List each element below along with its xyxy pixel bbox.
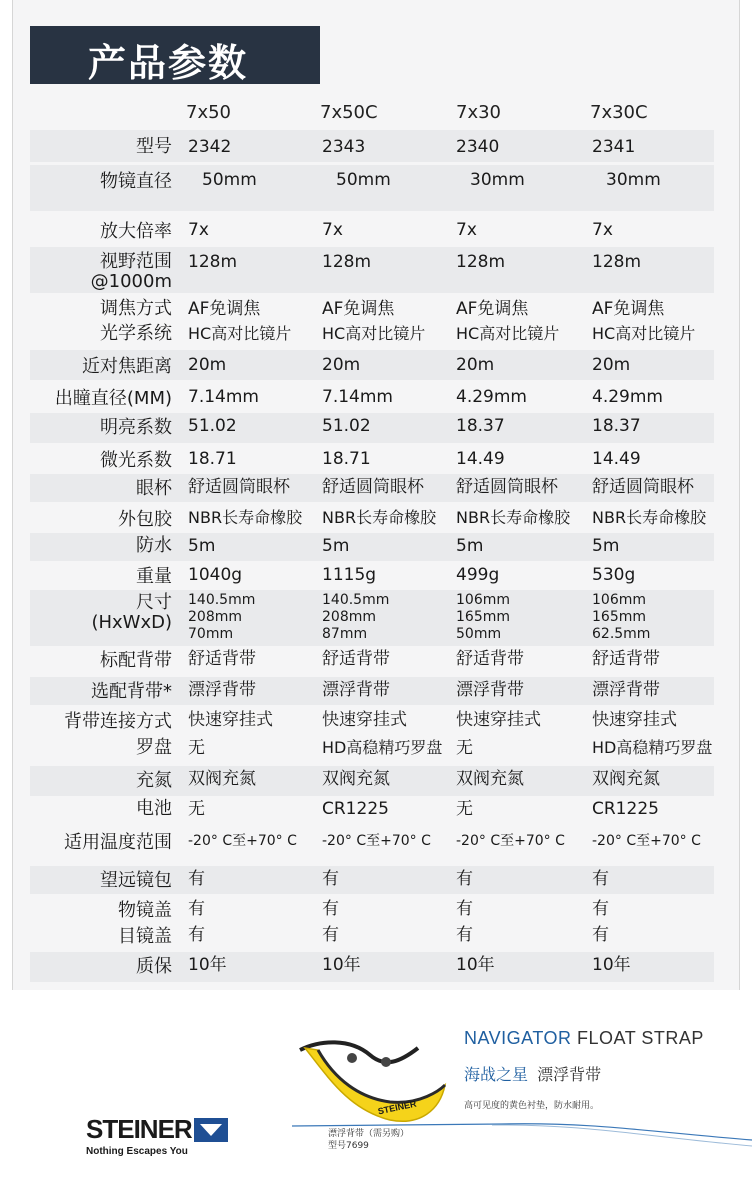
row-label-secondary: (HxWxD) <box>91 612 172 633</box>
spec-value: 7x <box>592 220 613 240</box>
row-label: 目镜盖 <box>118 926 172 947</box>
table-row <box>30 896 714 922</box>
row-label-cell <box>30 130 172 162</box>
row-label-cell <box>30 444 172 474</box>
spec-value: 漂浮背带 <box>456 680 524 700</box>
spec-value: 漂浮背带 <box>322 680 390 700</box>
strap-cn-name: 海战之星 <box>464 1065 529 1084</box>
spec-value: 10年 <box>592 955 631 975</box>
dimension-value: 165mm <box>456 609 510 625</box>
table-row <box>30 646 714 674</box>
row-label-cell <box>30 590 172 646</box>
dimension-cell <box>322 592 389 643</box>
row-label-cell <box>30 766 172 796</box>
spec-value: 2343 <box>322 137 366 157</box>
spec-value: 51.02 <box>188 416 237 436</box>
spec-value: 5m <box>592 536 620 556</box>
strap-description: 高可见度的黄色衬垫，防水耐用。 <box>464 1101 600 1111</box>
spec-value: 10年 <box>322 955 361 975</box>
spec-value: 10年 <box>188 955 227 975</box>
table-row <box>30 505 714 533</box>
spec-value: 舒适背带 <box>592 649 660 669</box>
row-label: 适用温度范围 <box>64 832 172 853</box>
page-title: 产品参数 <box>88 41 249 85</box>
row-label: 电池 <box>136 798 172 819</box>
table-row <box>30 590 714 646</box>
row-label: 尺寸 <box>136 592 172 613</box>
spec-value: 快速穿挂式 <box>592 710 677 730</box>
spec-value: NBR长寿命橡胶 <box>322 508 437 527</box>
row-label-cell <box>30 646 172 674</box>
table-row <box>30 321 714 347</box>
spec-value: 18.37 <box>456 416 505 436</box>
row-label: 微光系数 <box>100 450 172 471</box>
row-label-cell <box>30 213 172 245</box>
spec-value: 舒适圆筒眼杯 <box>188 477 290 497</box>
spec-value: -20° C至+70° C <box>322 833 431 849</box>
spec-value: NBR长寿命橡胶 <box>188 508 303 527</box>
spec-value: 舒适圆筒眼杯 <box>322 477 424 497</box>
dimension-value: 62.5mm <box>592 626 651 642</box>
row-label-cell <box>30 952 172 982</box>
brand-logo <box>86 1114 228 1157</box>
spec-value: HC高对比镜片 <box>188 324 292 343</box>
row-label: 外包胶 <box>118 509 172 530</box>
row-label: 质保 <box>136 956 172 977</box>
strap-cn-title <box>464 1062 601 1085</box>
row-label-cell <box>30 165 172 211</box>
row-label: 物镜直径 <box>100 171 172 192</box>
spec-value: 有 <box>188 899 205 919</box>
spec-value: 128m <box>592 252 642 272</box>
spec-value: HD高稳精巧罗盘 <box>322 738 443 757</box>
table-row <box>30 922 714 948</box>
spec-value: 舒适背带 <box>322 649 390 669</box>
spec-value: 舒适圆筒眼杯 <box>456 477 558 497</box>
strap-caption <box>328 1128 409 1152</box>
row-label: 标配背带 <box>100 650 172 671</box>
strap-caption-line2: 型号7699 <box>328 1141 369 1151</box>
table-row <box>30 213 714 245</box>
dimension-value: 106mm <box>456 592 510 608</box>
spec-value: 20m <box>188 355 227 375</box>
spec-value: 有 <box>592 899 609 919</box>
table-row <box>30 382 714 412</box>
strap-caption-line1: 漂浮背带（需另购） <box>328 1129 410 1139</box>
brand-name: STEINER <box>86 1114 192 1144</box>
spec-value: 18.71 <box>188 449 237 469</box>
spec-value: AF免调焦 <box>592 299 665 319</box>
spec-value: 无 <box>456 738 473 758</box>
row-label-cell <box>30 505 172 533</box>
spec-value: 4.29mm <box>592 387 663 407</box>
row-label: 物镜盖 <box>118 900 172 921</box>
strap-cn-desc: 漂浮背带 <box>537 1065 602 1084</box>
spec-value: 有 <box>592 869 609 889</box>
column-header: 7x50 <box>186 102 232 123</box>
row-label: 充氮 <box>136 770 172 791</box>
spec-value: 快速穿挂式 <box>188 710 273 730</box>
spec-value: -20° C至+70° C <box>188 833 297 849</box>
spec-value: 无 <box>188 799 205 819</box>
row-label: 防水 <box>136 535 172 556</box>
table-row <box>30 952 714 982</box>
spec-value: 530g <box>592 565 636 585</box>
strap-title-brand: NAVIGATOR <box>464 1028 572 1048</box>
table-row <box>30 766 714 796</box>
row-label-cell <box>30 296 172 320</box>
spec-value: 有 <box>322 869 339 889</box>
row-label-cell <box>30 826 172 856</box>
row-label-cell <box>30 677 172 705</box>
spec-value: 5m <box>188 536 216 556</box>
dimension-cell <box>592 592 650 643</box>
row-label-secondary: @1000m <box>90 271 172 292</box>
row-label-cell <box>30 896 172 922</box>
row-label: 明亮系数 <box>100 417 172 438</box>
dimension-value: 87mm <box>322 626 368 642</box>
row-label: 型号 <box>136 136 172 157</box>
spec-value: 20m <box>456 355 495 375</box>
table-row <box>30 247 714 293</box>
spec-value: 20m <box>322 355 361 375</box>
spec-value: 双阀充氮 <box>322 769 390 789</box>
spec-value: 无 <box>188 738 205 758</box>
spec-value: 499g <box>456 565 500 585</box>
column-header: 7x30C <box>590 102 648 123</box>
strap-title-product: FLOAT STRAP <box>577 1028 704 1048</box>
row-label: 重量 <box>136 566 172 587</box>
row-label: 选配背带* <box>91 681 172 702</box>
spec-value: NBR长寿命橡胶 <box>592 508 707 527</box>
table-row <box>30 474 714 502</box>
spec-value: 有 <box>456 869 473 889</box>
row-label-cell <box>30 350 172 380</box>
row-label: 出瞳直径(MM) <box>54 388 172 409</box>
spec-value: 14.49 <box>456 449 505 469</box>
spec-value: 有 <box>188 869 205 889</box>
row-label-cell <box>30 382 172 412</box>
table-row <box>30 866 714 894</box>
row-label: 光学系统 <box>100 323 172 344</box>
row-label: 背带连接方式 <box>64 711 172 732</box>
column-header: 7x50C <box>320 102 378 123</box>
dimension-value: 140.5mm <box>188 592 256 608</box>
row-label-cell <box>30 533 172 561</box>
spec-value: 20m <box>592 355 631 375</box>
row-label-cell <box>30 321 172 347</box>
spec-value: 双阀充氮 <box>456 769 524 789</box>
spec-value: AF免调焦 <box>322 299 395 319</box>
dimension-cell <box>188 592 255 643</box>
brand-tagline: Nothing Escapes You <box>86 1146 188 1157</box>
spec-value: 2341 <box>592 137 636 157</box>
spec-value: 舒适背带 <box>188 649 256 669</box>
table-row <box>30 130 714 162</box>
spec-value: 7x <box>322 220 343 240</box>
spec-value: NBR长寿命橡胶 <box>456 508 571 527</box>
spec-value: AF免调焦 <box>188 299 261 319</box>
row-label: 罗盘 <box>136 737 172 758</box>
dimension-value: 106mm <box>592 592 646 608</box>
row-label-cell <box>30 922 172 948</box>
spec-value: 128m <box>322 252 372 272</box>
table-row <box>30 533 714 561</box>
dimension-value: 50mm <box>456 626 502 642</box>
row-label-cell <box>30 735 172 763</box>
spec-value: 1115g <box>322 565 377 585</box>
table-row <box>30 165 714 211</box>
row-label-cell <box>30 413 172 443</box>
spec-value: 51.02 <box>322 416 371 436</box>
table-row <box>30 413 714 443</box>
spec-value: 10年 <box>456 955 495 975</box>
row-label-cell <box>30 562 172 590</box>
spec-value: 2342 <box>188 137 232 157</box>
dimension-value: 165mm <box>592 609 646 625</box>
spec-value: 有 <box>322 899 339 919</box>
spec-value: 无 <box>456 799 473 819</box>
spec-value: 舒适圆筒眼杯 <box>592 477 694 497</box>
spec-value: 快速穿挂式 <box>322 710 407 730</box>
spec-value: 18.71 <box>322 449 371 469</box>
column-header: 7x30 <box>456 102 502 123</box>
dimension-value: 70mm <box>188 626 234 642</box>
spec-value: 5m <box>456 536 484 556</box>
dimension-cell <box>456 592 510 643</box>
footer <box>0 990 752 1178</box>
spec-value: 有 <box>456 925 473 945</box>
spec-value: 50mm <box>202 170 257 190</box>
spec-value: 双阀充氮 <box>188 769 256 789</box>
spec-value: -20° C至+70° C <box>456 833 565 849</box>
row-label: 视野范围 <box>100 251 172 272</box>
spec-value: 有 <box>188 925 205 945</box>
spec-value: 50mm <box>336 170 391 190</box>
spec-value: 1040g <box>188 565 243 585</box>
table-row <box>30 677 714 705</box>
row-label: 眼杯 <box>136 478 172 499</box>
brand-chevron-icon <box>194 1118 228 1142</box>
spec-value: HC高对比镜片 <box>456 324 560 343</box>
spec-value: HD高稳精巧罗盘 <box>592 738 713 757</box>
spec-value: 有 <box>456 899 473 919</box>
spec-value: 漂浮背带 <box>592 680 660 700</box>
spec-value: 有 <box>322 925 339 945</box>
spec-value: -20° C至+70° C <box>592 833 701 849</box>
spec-value: 漂浮背带 <box>188 680 256 700</box>
table-row <box>30 796 714 824</box>
spec-value: 7x <box>456 220 477 240</box>
row-label-cell <box>30 707 172 735</box>
spec-value: HC高对比镜片 <box>592 324 696 343</box>
row-label-cell <box>30 866 172 894</box>
table-row <box>30 826 714 856</box>
spec-value: 2340 <box>456 137 500 157</box>
row-label: 望远镜包 <box>100 870 172 891</box>
spec-value: HC高对比镜片 <box>322 324 426 343</box>
table-row <box>30 444 714 474</box>
table-row <box>30 562 714 590</box>
spec-value: AF免调焦 <box>456 299 529 319</box>
table-row <box>30 735 714 763</box>
spec-value: 5m <box>322 536 350 556</box>
row-label-cell <box>30 796 172 824</box>
spec-value: 舒适背带 <box>456 649 524 669</box>
dimension-value: 208mm <box>188 609 242 625</box>
table-row <box>30 707 714 735</box>
spec-value: 7x <box>188 220 209 240</box>
spec-value: 快速穿挂式 <box>456 710 541 730</box>
spec-value: CR1225 <box>592 799 659 819</box>
spec-value: CR1225 <box>322 799 389 819</box>
strap-logo: STEINER <box>377 1098 418 1117</box>
spec-value: 7.14mm <box>188 387 259 407</box>
spec-value: 4.29mm <box>456 387 527 407</box>
dimension-value: 208mm <box>322 609 376 625</box>
spec-value: 18.37 <box>592 416 641 436</box>
spec-value: 30mm <box>606 170 661 190</box>
page-title-bar <box>30 26 320 84</box>
spec-value: 128m <box>188 252 238 272</box>
row-label: 放大倍率 <box>100 221 172 242</box>
row-label: 近对焦距离 <box>82 356 172 377</box>
spec-value: 有 <box>592 925 609 945</box>
spec-value: 14.49 <box>592 449 641 469</box>
table-row <box>30 350 714 380</box>
spec-value: 30mm <box>470 170 525 190</box>
strap-title <box>464 1028 704 1049</box>
row-label-cell <box>30 474 172 502</box>
row-label: 调焦方式 <box>100 298 172 319</box>
table-row <box>30 296 714 320</box>
spec-value: 7.14mm <box>322 387 393 407</box>
spec-value: 双阀充氮 <box>592 769 660 789</box>
spec-value: 128m <box>456 252 506 272</box>
dimension-value: 140.5mm <box>322 592 390 608</box>
row-label-cell <box>30 247 172 293</box>
